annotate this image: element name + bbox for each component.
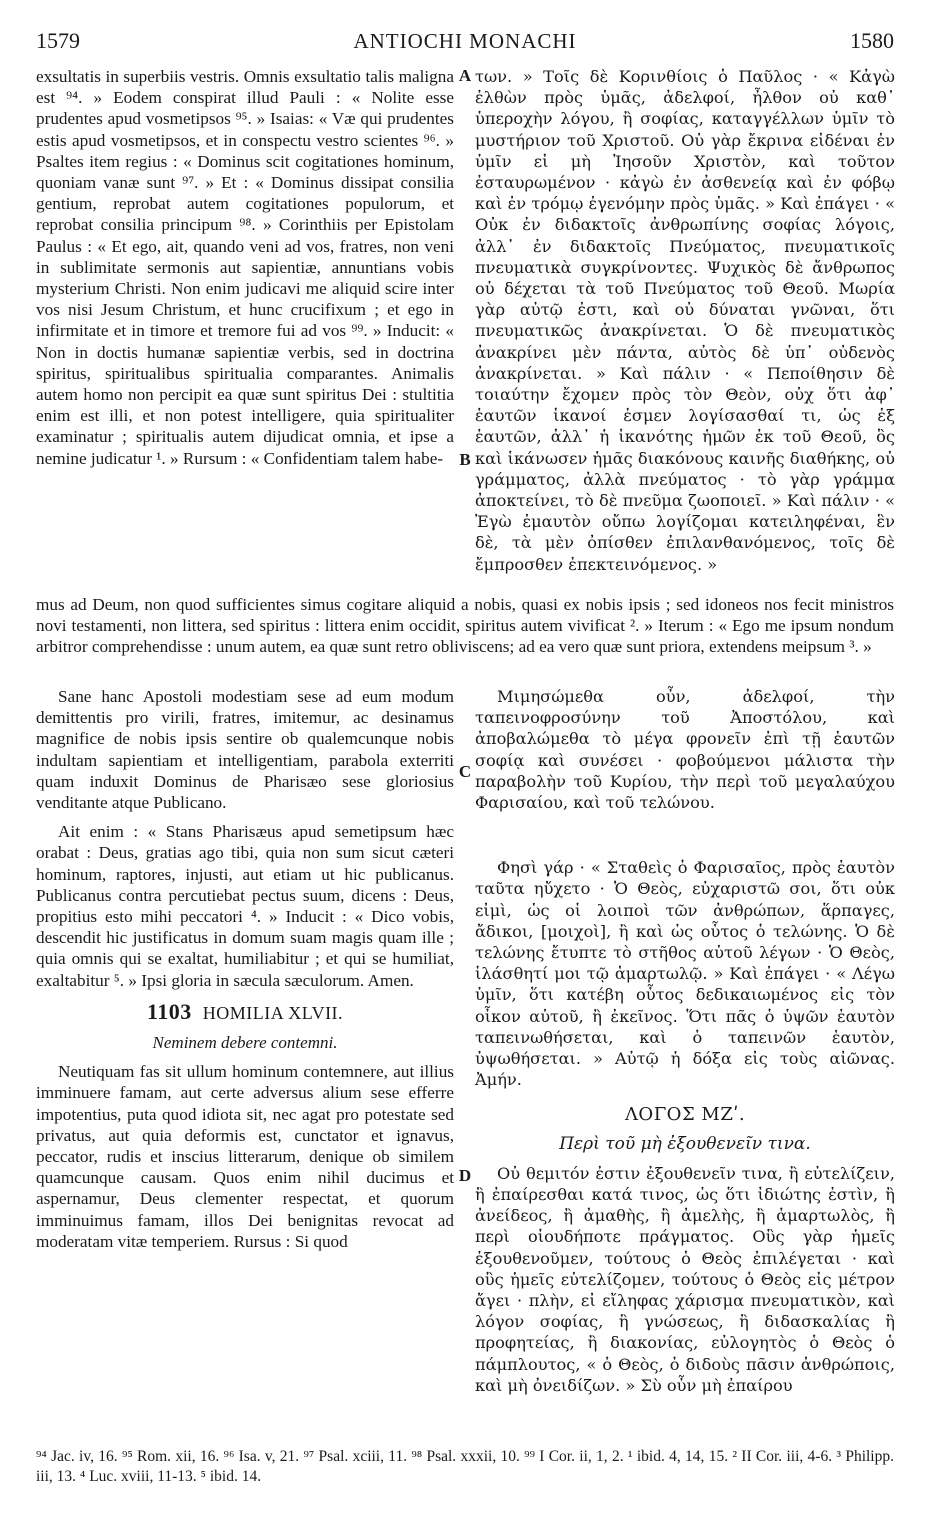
column-number: 1103	[146, 998, 192, 1024]
greek-paragraph: Μιμησώμεθα οὖν, ἀδελφοί, τὴν ταπεινοφροσύνην τοῦ Ἀποστόλου, καὶ ἀποβαλώμεθα τὸ μέγα φρονεῖν ἐπὶ τῇ ἑαυτῶν σοφίᾳ καὶ συνέσει · φοβούμενοι μάλιστα τὴν παραβολὴν τοῦ Κυρίου, τὴν περὶ τοῦ μεγαλαύχου Φαρισαίου, καὶ τοῦ τελώνου.	[475, 687, 895, 813]
homily-title-greek: ΛΟΓΟΣ ΜΖʹ.	[624, 1104, 746, 1126]
full-width-paragraph	[36, 594, 894, 666]
homily-heading-latin	[36, 998, 454, 1024]
homily-subtitle-latin: Neminem debere contemni.	[152, 1033, 338, 1053]
greek-paragraph: Φησὶ γάρ · « Σταθεὶς ὁ Φαρισαῖος, πρὸς ἑαυτὸν ταῦτα ηὔχετο · Ὁ Θεὸς, εὐχαριστῶ σοι, ὅτι οὐκ εἰμὶ, ὡς οἱ λοιποὶ τῶν ἀνθρώπων, ἅρπαγες, ἄδικοι, [μοιχοὶ], ἢ καὶ ὡς οὗτος ὁ τελώνης. Ὁ δὲ τελώνης ἔτυπτε τὸ στῆθος αὐτοῦ λέγων · Ὁ Θεὸς, ἱλάσθητί μοι τῷ ἁμαρτωλῷ. » Καὶ ἐπάγει · « Λέγω ὑμῖν, ὅτι κατέβη οὗτος δεδικαιωμένος εἰς τὸν οἶκον αὐτοῦ, ἢ ἐκεῖνος. Ὅτι πᾶς ὁ ὑψῶν ἑαυτὸν ταπεινωθήσεται, καὶ ὁ ταπεινῶν ἑαυτὸν, ὑψωθήσεται. » Αὐτῷ ἡ δόξα εἰς τοὺς αἰῶνας. Ἀμήν.	[475, 858, 895, 1090]
full-width-text: mus ad Deum, non quod sufficientes simus cogitare aliquid a nobis, quasi ex nobis ipsis ; sed idoneos nos fecit ministros novi testamenti, non littera, sed spiritus : littera enim occidit, spiritus autem vivificat ². » Iterum : « Ego me ipsum nondum arbitror comprehendisse : unum autem, ea quæ sunt retro obliviscens; ad ea vero quæ sunt priora, extendens meipsum ³. »	[36, 595, 894, 657]
margin-letter-b: B	[459, 450, 471, 469]
greek-column-top	[475, 66, 895, 583]
greek-paragraph: Οὐ θεμιτόν ἐστιν ἐξουθενεῖν τινα, ἢ εὐτελίζειν, ἢ ἐπαίρεσθαι κατά τινος, ὡς ὅτι ἰδιώτης ἐστὶν, ἢ ἀνείδεος, ἢ ἀμαθὴς, ἢ ἀμελὴς, ἢ ἁμαρτωλὸς, ἢ περὶ οἱουδήποτε πράγματος. Οὓς γὰρ ἡμεῖς ἐξουθενοῦμεν, τούτους ὁ Θεὸς ἐπιλέγεται · καὶ οὓς ἡμεῖς εὐτελίζομεν, τούτους ὁ Θεὸς εἰς μέτρον ἄγει · πλὴν, εἰ εἴληφας χάρισμα πνευματικὸν, καὶ λόγον σοφίας, ἢ γνώσεως, ἢ διδασκαλίας ἢ προφητείας, ἢ διακονίας, εὐλογητὸς ὁ Θεὸς ὁ πάμπλουτος, « ὁ Θεὸς, ὁ διδοὺς πᾶσιν ἀνθρώποις, καὶ μὴ ὀνειδίζων. » Σὺ οὖν μὴ ἐπαίρου	[475, 1163, 895, 1395]
running-title: ANTIOCHI MONACHI	[353, 29, 577, 53]
running-head	[36, 28, 894, 58]
latin-paragraph: Neutiquam fas sit ullum hominum contemnere, aut illius imminuere famam, aut certe adversus alium sese efferre impotentius, puta quod idiota sit, nec agat pro potestate sed privatus, aut quia deformis est, cunctator et ignavus, peccator, rudis et inscius litterarum, denique ob similem quamcunque causam. Quos enim nihil ducimus et aspernamur, Deus clementer respectat, et quorum imminuimus famam, illos Dei benignitas revocat ad moderatam vitæ temperiem. Rursus : Si quod	[36, 1062, 454, 1251]
footnotes: ⁹⁴ Jac. iv, 16. ⁹⁵ Rom. xii, 16. ⁹⁶ Isa. v, 21. ⁹⁷ Psal. xciii, 11. ⁹⁸ Psal. xxxii, 10. ⁹⁹ I Cor. ii, 1, 2. ¹ ibid. 4, 14, 15. ² II Cor. iii, 4-6. ³ Philipp. iii, 13. ⁴ Luc. xviii, 11-13. ⁵ ibid. 14.	[36, 1448, 894, 1485]
greek-column-mid	[475, 686, 895, 1404]
margin-letter-c: C	[458, 762, 472, 781]
homily-subtitle-greek: Περὶ τοῦ μὴ ἐξουθενεῖν τινα.	[559, 1133, 811, 1154]
homily-title-latin: HOMILIA XLVII.	[202, 1002, 344, 1023]
margin-letter-a: A	[458, 66, 472, 85]
latin-paragraph: Sane hanc Apostoli modestiam sese ad eum modum demittentis pro virili, fratres, imitemur, ac desinamus magnifice de nobis ipsis sentire ob qualemcunque nobis indultam sapientiam et intelligentiam, parabola exterriti quam induxit Dominus de Pharisæo sese gloriosius venditante atque Publicano.	[36, 687, 454, 813]
latin-paragraph: Ait enim : « Stans Pharisæus apud semetipsum hæc orabat : Deus, gratias ago tibi, quia non sum sicut cæteri hominum, raptores, injusti, aut etiam ut hic publicanus. Publicanus contra percutiebat pectus suum, dicens : Deus, propitius esto mihi peccatori ⁴. » Inducit : « Dico vobis, descendit hic justificatus in domum suam magis quam ille ; quia omnis qui se exaltat, humiliabitur ; et qui se humiliat, exaltabitur ⁵. » Ipsi gloria in sæcula sæculorum. Amen.	[36, 822, 454, 990]
page-number-left: 1579	[36, 28, 80, 53]
latin-column-mid	[36, 686, 454, 1260]
latin-column-top	[36, 66, 454, 477]
latin-paragraph: exsultatis in superbiis vestris. Omnis exsultatio talis maligna est ⁹⁴. » Eodem conspirat illud Pauli : « Nolite esse prudentes apud vosmetipsos ⁹⁵. » Isaias: « Væ qui prudentes estis apud vosmetipsos, et in conspectu vestro scientes ⁹⁶. » Psaltes item regius : « Dominus scit cogitationes hominum, quoniam vanæ sunt ⁹⁷. » Et : « Dominus dissipat consilia gentium, reprobat autem cogitationes populorum, et reprobat consilia principum ⁹⁸. » Corinthiis per Epistolam Paulus : « Et ego, ait, quando veni ad vos, fratres, non veni in sublimitate sermonis aut sapientiæ, annuntians vobis mysterium Christi. Non enim judicavi me aliquid scire inter vos nisi Jesum Christum, et hunc crucifixum ; et ego in infirmitate et in timore et tremore fui ad vos ⁹⁹. » Inducit: « Non in doctis humanæ sapientiæ verbis, sed in doctrina spiritus, spiritualibus spiritualia comparantes. Animalis autem homo non percipit ea quæ sunt spiritus Dei : stultitia enim est illi, et non potest intelligere, quia spiritualiter examinatur ; spiritualis autem dijudicat omnia, et ipse a nemine judicatur ¹. » Rursum : « Confidentiam talem habe-	[36, 67, 454, 468]
page-number-right: 1580	[849, 28, 894, 53]
greek-paragraph: των. » Τοῖς δὲ Κορινθίοις ὁ Παῦλος · « Κἀγὼ ἐλθὼν πρὸς ὑμᾶς, ἀδελφοί, ἦλθον οὐ καθ᾽ ὑπεροχὴν λόγου, ἢ σοφίας, καταγγέλλων ὑμῖν τὸ μυστήριον τοῦ Χριστοῦ. Οὐ γὰρ ἔκρινα εἰδέναι ἐν ὑμῖν εἰ μὴ Ἰησοῦν Χριστὸν, καὶ τοῦτον ἐσταυρωμένον · κἀγὼ ἐν ἀσθενείᾳ καὶ ἐν φόβῳ καὶ ἐν τρόμῳ ἐγενόμην πρὸς ὑμᾶς. » Καὶ ἐπάγει · « Οὐκ ἐν διδακτοῖς ἀνθρωπίνης σοφίας λόγοις, ἀλλ᾽ ἐν διδακτοῖς Πνεύματος, πνευματικοῖς πνευματικὰ συγκρίνοντες. Ψυχικὸς δὲ ἄνθρωπος οὐ δέχεται τὰ τοῦ Πνεύματος τοῦ Θεοῦ. Μωρία γὰρ αὐτῷ ἐστι, καὶ οὐ δύναται γνῶναι, ὅτι πνευματικῶς ἀνακρίνεται. Ὁ δὲ πνευματικὸς ἀνακρίνει μὲν πάντα, αὐτὸς δὲ ὑπ᾽ οὐδενὸς ἀνακρίνεται. » Καὶ πάλιν · « Πεποίθησιν δὲ τοιαύτην ἔχομεν πρὸς τὸν Θεὸν, οὐχ ὅτι ἀφ᾽ ἑαυτῶν ἱκανοί ἐσμεν λογίσασθαί τι, ὡς ἐξ ἑαυτῶν, ἀλλ᾽ ἡ ἱκανότης ἡμῶν ἐκ τοῦ Θεοῦ, ὃς καὶ ἱκάνωσεν ἡμᾶς διακόνους καινῆς διαθήκης, οὐ γράμματος, ἀλλὰ πνεύματος · τὸ γὰρ γράμμα ἀποκτείνει, τὸ δὲ πνεῦμα ζωοποιεῖ. » Καὶ πάλιν · « Ἐγὼ ἐμαυτὸν οὔπω λογίζομαι κατειληφέναι, ἓν δὲ, τὰ μὲν ὀπίσθεν ἐπιλανθανόμενος, τοῖς δὲ ἔμπροσθεν ἐπεκτεινόμενος. »	[475, 67, 895, 574]
margin-letter-d: D	[458, 1166, 472, 1185]
